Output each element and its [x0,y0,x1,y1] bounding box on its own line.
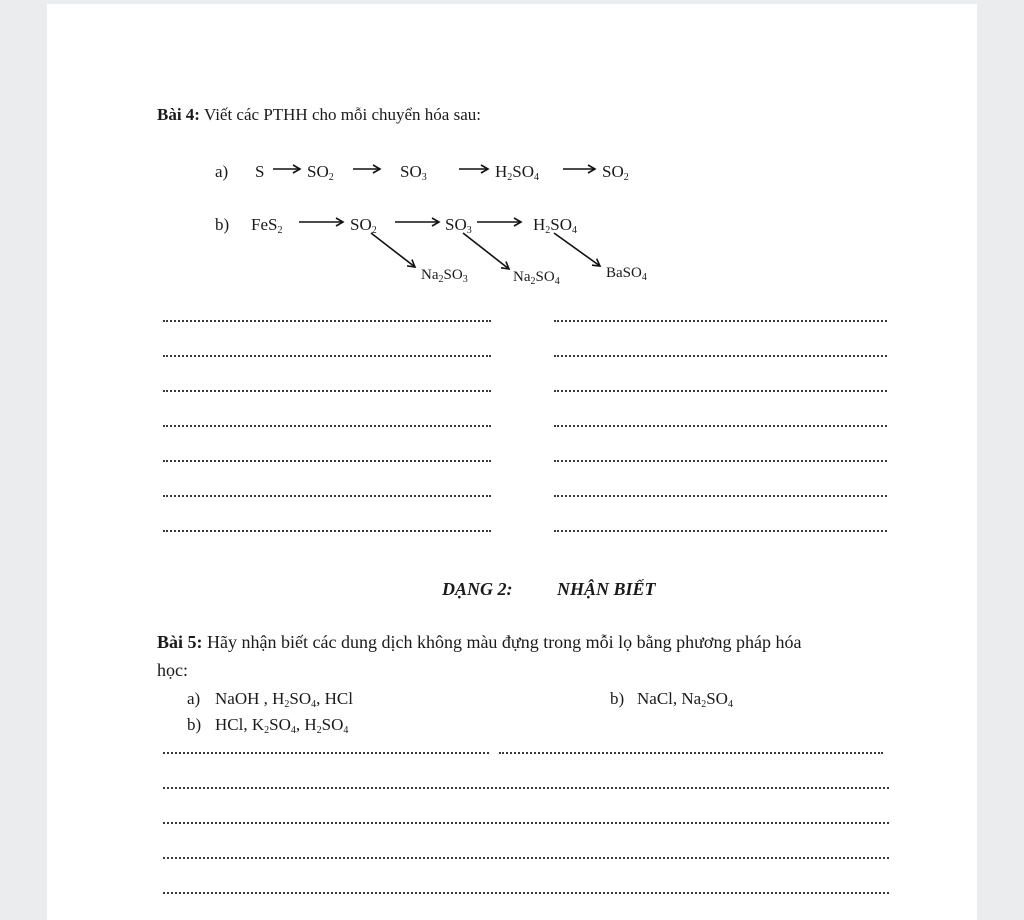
arrow-branch-2 [463,233,509,269]
chain-a-s: S [255,162,265,181]
bai5-item-a-marker: a) [187,689,201,708]
arrow-branch-1 [371,233,415,267]
arrow-branch-3 [554,233,600,266]
answer-line[interactable] [554,390,887,392]
chain-b-so2: $SO_2$ [350,215,377,236]
chain-b-fes2: FeS$_2$ [251,215,283,236]
answer-line[interactable] [554,495,887,497]
chain-a-so2: $SO_2$ [307,162,334,183]
bai5-text-line2: học: [157,660,188,680]
answer-line[interactable] [554,530,887,532]
bai5-title [157,633,801,651]
chain-a-so2-end: $SO_2$ [602,162,629,183]
branch-baso4: BaSO$_4$ [606,265,647,283]
branch-na2so4: $Na_2SO_4$ [513,269,560,287]
answer-line[interactable] [554,355,887,357]
section-title: NHẬN BIẾT [557,579,656,599]
branch-na2so3: $Na_2SO_3$ [421,267,468,285]
answer-line[interactable] [163,390,491,392]
bai4-a-marker: a) [215,162,229,181]
bai5-item-b: NaCl, $Na_2SO_4$ [637,689,733,710]
chain-a-so3: $SO_3$ [400,162,427,183]
answer-line[interactable] [554,425,887,427]
answer-line[interactable] [163,530,491,532]
answer-line[interactable] [554,460,887,462]
reaction-arrows [47,4,977,324]
chain-b-so3: $SO_3$ [445,215,472,236]
answer-line[interactable] [163,355,491,357]
bai5-item-b2-marker: b) [187,715,202,734]
bai5-label: Bài 5: [157,632,203,652]
answer-line[interactable] [163,752,489,754]
bai5-item-a: NaOH , $H_2SO_4$, HCl [215,689,353,710]
answer-line[interactable] [499,752,883,754]
answer-line[interactable] [163,787,889,789]
answer-line[interactable] [163,495,491,497]
bai5-item-b2: HCl, $K_2SO_4$, $H_2SO_4$ [215,715,349,736]
bai5-text-line1: Hãy nhận biết các dung dịch không màu đựng trong mỗi lọ bằng phương pháp hóa [207,632,802,652]
bai5-item-b-marker: b) [610,689,625,708]
answer-line[interactable] [163,425,491,427]
answer-line[interactable] [163,320,491,322]
answer-line[interactable] [163,857,889,859]
answer-line[interactable] [163,822,889,824]
chain-a-h2so4: $H_2SO_4$ [495,162,540,183]
bai4-b-marker: b) [215,215,230,234]
worksheet-page [47,4,977,920]
chain-b-h2so4: $H_2SO_4$ [533,215,578,236]
answer-line[interactable] [554,320,887,322]
section-part: DẠNG 2: [442,579,513,599]
bai4-label: Bài 4: [157,105,200,124]
answer-line[interactable] [163,892,889,894]
answer-line[interactable] [163,460,491,462]
bai4-text: Viết các PTHH cho mỗi chuyển hóa sau: [203,105,481,124]
